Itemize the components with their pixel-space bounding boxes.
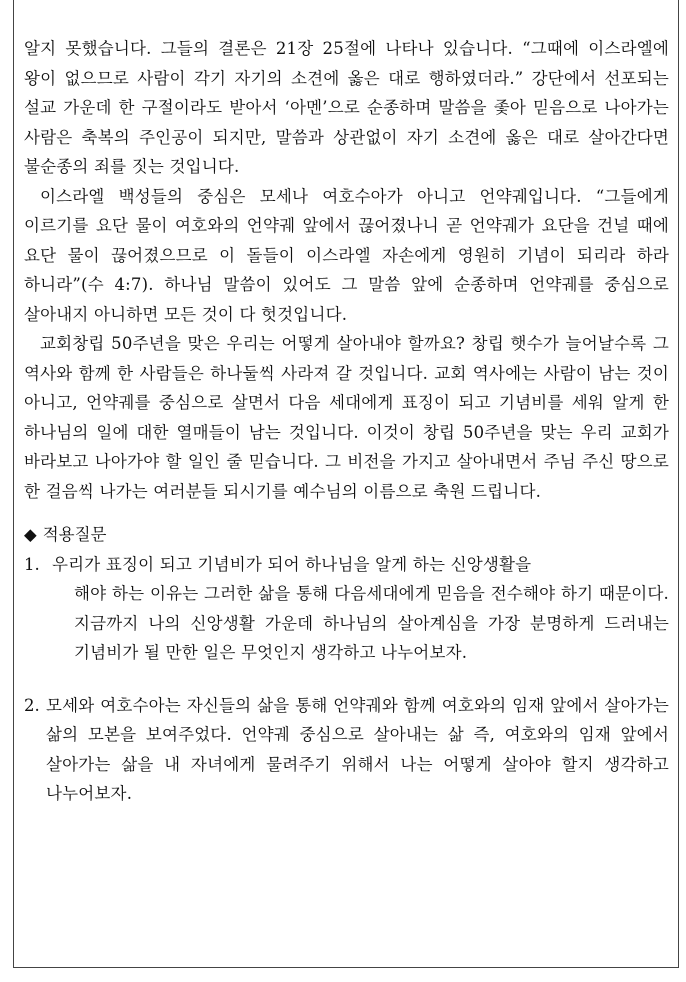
question-number: 2. [24, 695, 40, 715]
body-paragraph: 이스라엘 백성들의 중심은 모세나 여호수아가 아니고 언약궤입니다. “그들에게 이르기를 요단 물이 여호와의 언약궤 앞에서 끊어졌나니 곧 언약궤가 요단을 건널 때에 요단 물이 끊어졌으므로 이 돌들이 이스라엘 자손에게 영원히 기념이 되리라 하라 하니라”(수 4:7). 하나님 말씀이 있어도 그 말씀 앞에 순종하며 언약궤를 중심으로 살아내지 아니하면 모든 것이 다 헛것입니다. [24, 186, 669, 324]
body-paragraph: 교회창립 50주년을 맞은 우리는 어떻게 살아내야 할까요? 창립 햇수가 늘어날수록 그 역사와 함께 한 사람들은 하나둘씩 사라져 갈 것입니다. 교회 역사에는 사람이 남는 것이 아니고, 언약궤를 중심으로 살면서 다음 세대에게 표징이 되고 기념비를 세워 알게 한 하나님의 일에 대한 열매들이 남는 것입니다. 이것이 창립 50주년을 맞는 우리 교회가 바라보고 나아가야 할 일인 줄 믿습니다. 그 비전을 가지고 살아내면서 주님 주신 땅으로 한 걸음씩 나가는 여러분들 되시기를 예수님의 이름으로 축원 드립니다. [24, 334, 669, 501]
document-page [13, 0, 679, 968]
question-item [24, 550, 669, 668]
body-paragraph: 알지 못했습니다. 그들의 결론은 21장 25절에 나타나 있습니다. “그때에 이스라엘에 왕이 없으므로 사람이 각기 자기의 소견에 옳은 대로 행하였더라.” 강단에서 선포되는 설교 가운데 한 구절이라도 받아서 ‘아멘’으로 순종하며 말씀을 좇아 믿음으로 나아가는 사람은 축복의 주인공이 되지만, 말씀과 상관없이 자기 소견에 옳은 대로 살아간다면 불순종의 죄를 짓는 것입니다. [24, 39, 669, 176]
question-number: 1. [24, 554, 40, 574]
application-questions-header [24, 520, 669, 550]
section-title: 적용질문 [42, 525, 107, 544]
question-first-line: 우리가 표징이 되고 기념비가 되어 하나님을 알게 하는 신앙생활을 [52, 554, 532, 574]
question-item [24, 691, 669, 809]
diamond-icon: ◆ [24, 525, 37, 544]
question-continuation: 해야 하는 이유는 그러한 삶을 통해 다음세대에게 믿음을 전수해야 하기 때문이다. 지금까지 나의 신앙생활 가운데 하나님의 살아계심을 가장 분명하게 드러내는 기념비가 될 만한 일은 무엇인지 생각하고 나누어보자. [74, 584, 669, 662]
question-text [52, 550, 669, 668]
question-text: 모세와 여호수아는 자신들의 삶을 통해 언약궤와 함께 여호와의 임재 앞에서 살아가는 삶의 모본을 보여주었다. 언약궤 중심으로 살아내는 삶 즉, 여호와의 임재 앞에서 살아가는 삶을 내 자녀에게 물려주기 위해서 나는 어떻게 살아야 할지 생각하고 나누어보자. [46, 695, 669, 803]
document-content [24, 34, 669, 809]
